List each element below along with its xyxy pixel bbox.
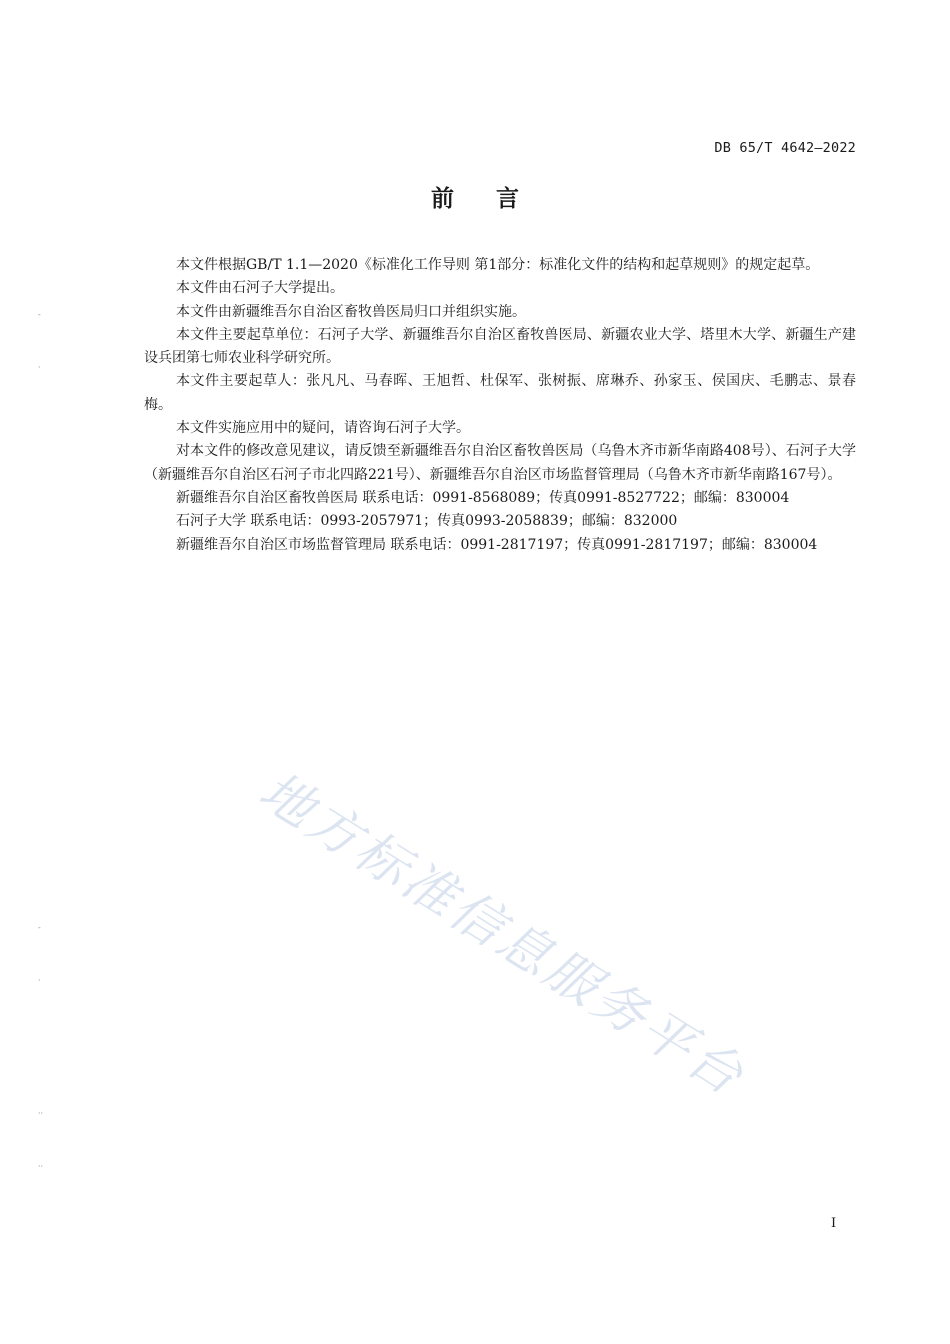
scan-mark: - (38, 310, 41, 319)
paragraph-inquiries: 本文件实施应用中的疑问，请咨询石河子大学。 (176, 420, 470, 437)
standard-number: DB 65/T 4642—2022 (714, 140, 856, 156)
contact-line-market-supervision: 新疆维吾尔自治区市场监督管理局 联系电话：0991-2817197；传真0991-2817197；邮编：830004 (176, 536, 818, 553)
scan-mark: · (38, 976, 41, 985)
watermark: 地方标准信息服务平台 (248, 760, 756, 1109)
paragraph-drafting-basis: 本文件根据GB/T 1.1—2020《标准化工作导则 第1部分：标准化文件的结构和起草规则》的规定起草。 (176, 257, 820, 273)
page-title: 前言 (431, 186, 561, 212)
page-number: I (831, 1216, 837, 1231)
paragraph-feedback: 对本文件的修改意见建议，请反馈至新疆维吾尔自治区畜牧兽医局（乌鲁木齐市新华南路408号）、石河子大学（新疆维吾尔自治区石河子市北四路221号）、新疆维吾尔自治区市场监督管理局（乌鲁木齐市新华南路167号）。 (144, 443, 856, 483)
scan-mark: ·· (38, 1162, 44, 1171)
paragraph-administrator: 本文件由新疆维吾尔自治区畜牧兽医局归口并组织实施。 (176, 303, 526, 320)
foreword-body (144, 254, 856, 557)
contact-line-shihezi-university: 石河子大学 联系电话：0993-2057971；传真0993-2058839；邮编：832000 (176, 513, 678, 530)
scan-mark: · (38, 363, 41, 372)
scan-mark: ·· (38, 1109, 44, 1118)
paragraph-drafters: 本文件主要起草人：张凡凡、马春晖、王旭哲、杜保军、张树振、席琳乔、孙家玉、侯国庆、毛鹏志、景春梅。 (144, 373, 856, 413)
contact-line-animal-husbandry: 新疆维吾尔自治区畜牧兽医局 联系电话：0991-8568089；传真0991-8527722；邮编：830004 (176, 489, 790, 506)
paragraph-drafting-units: 本文件主要起草单位：石河子大学、新疆维吾尔自治区畜牧兽医局、新疆农业大学、塔里木大学、新疆生产建设兵团第七师农业科学研究所。 (144, 326, 856, 367)
paragraph-proposer: 本文件由石河子大学提出。 (176, 280, 344, 297)
scan-mark: - (38, 923, 41, 932)
